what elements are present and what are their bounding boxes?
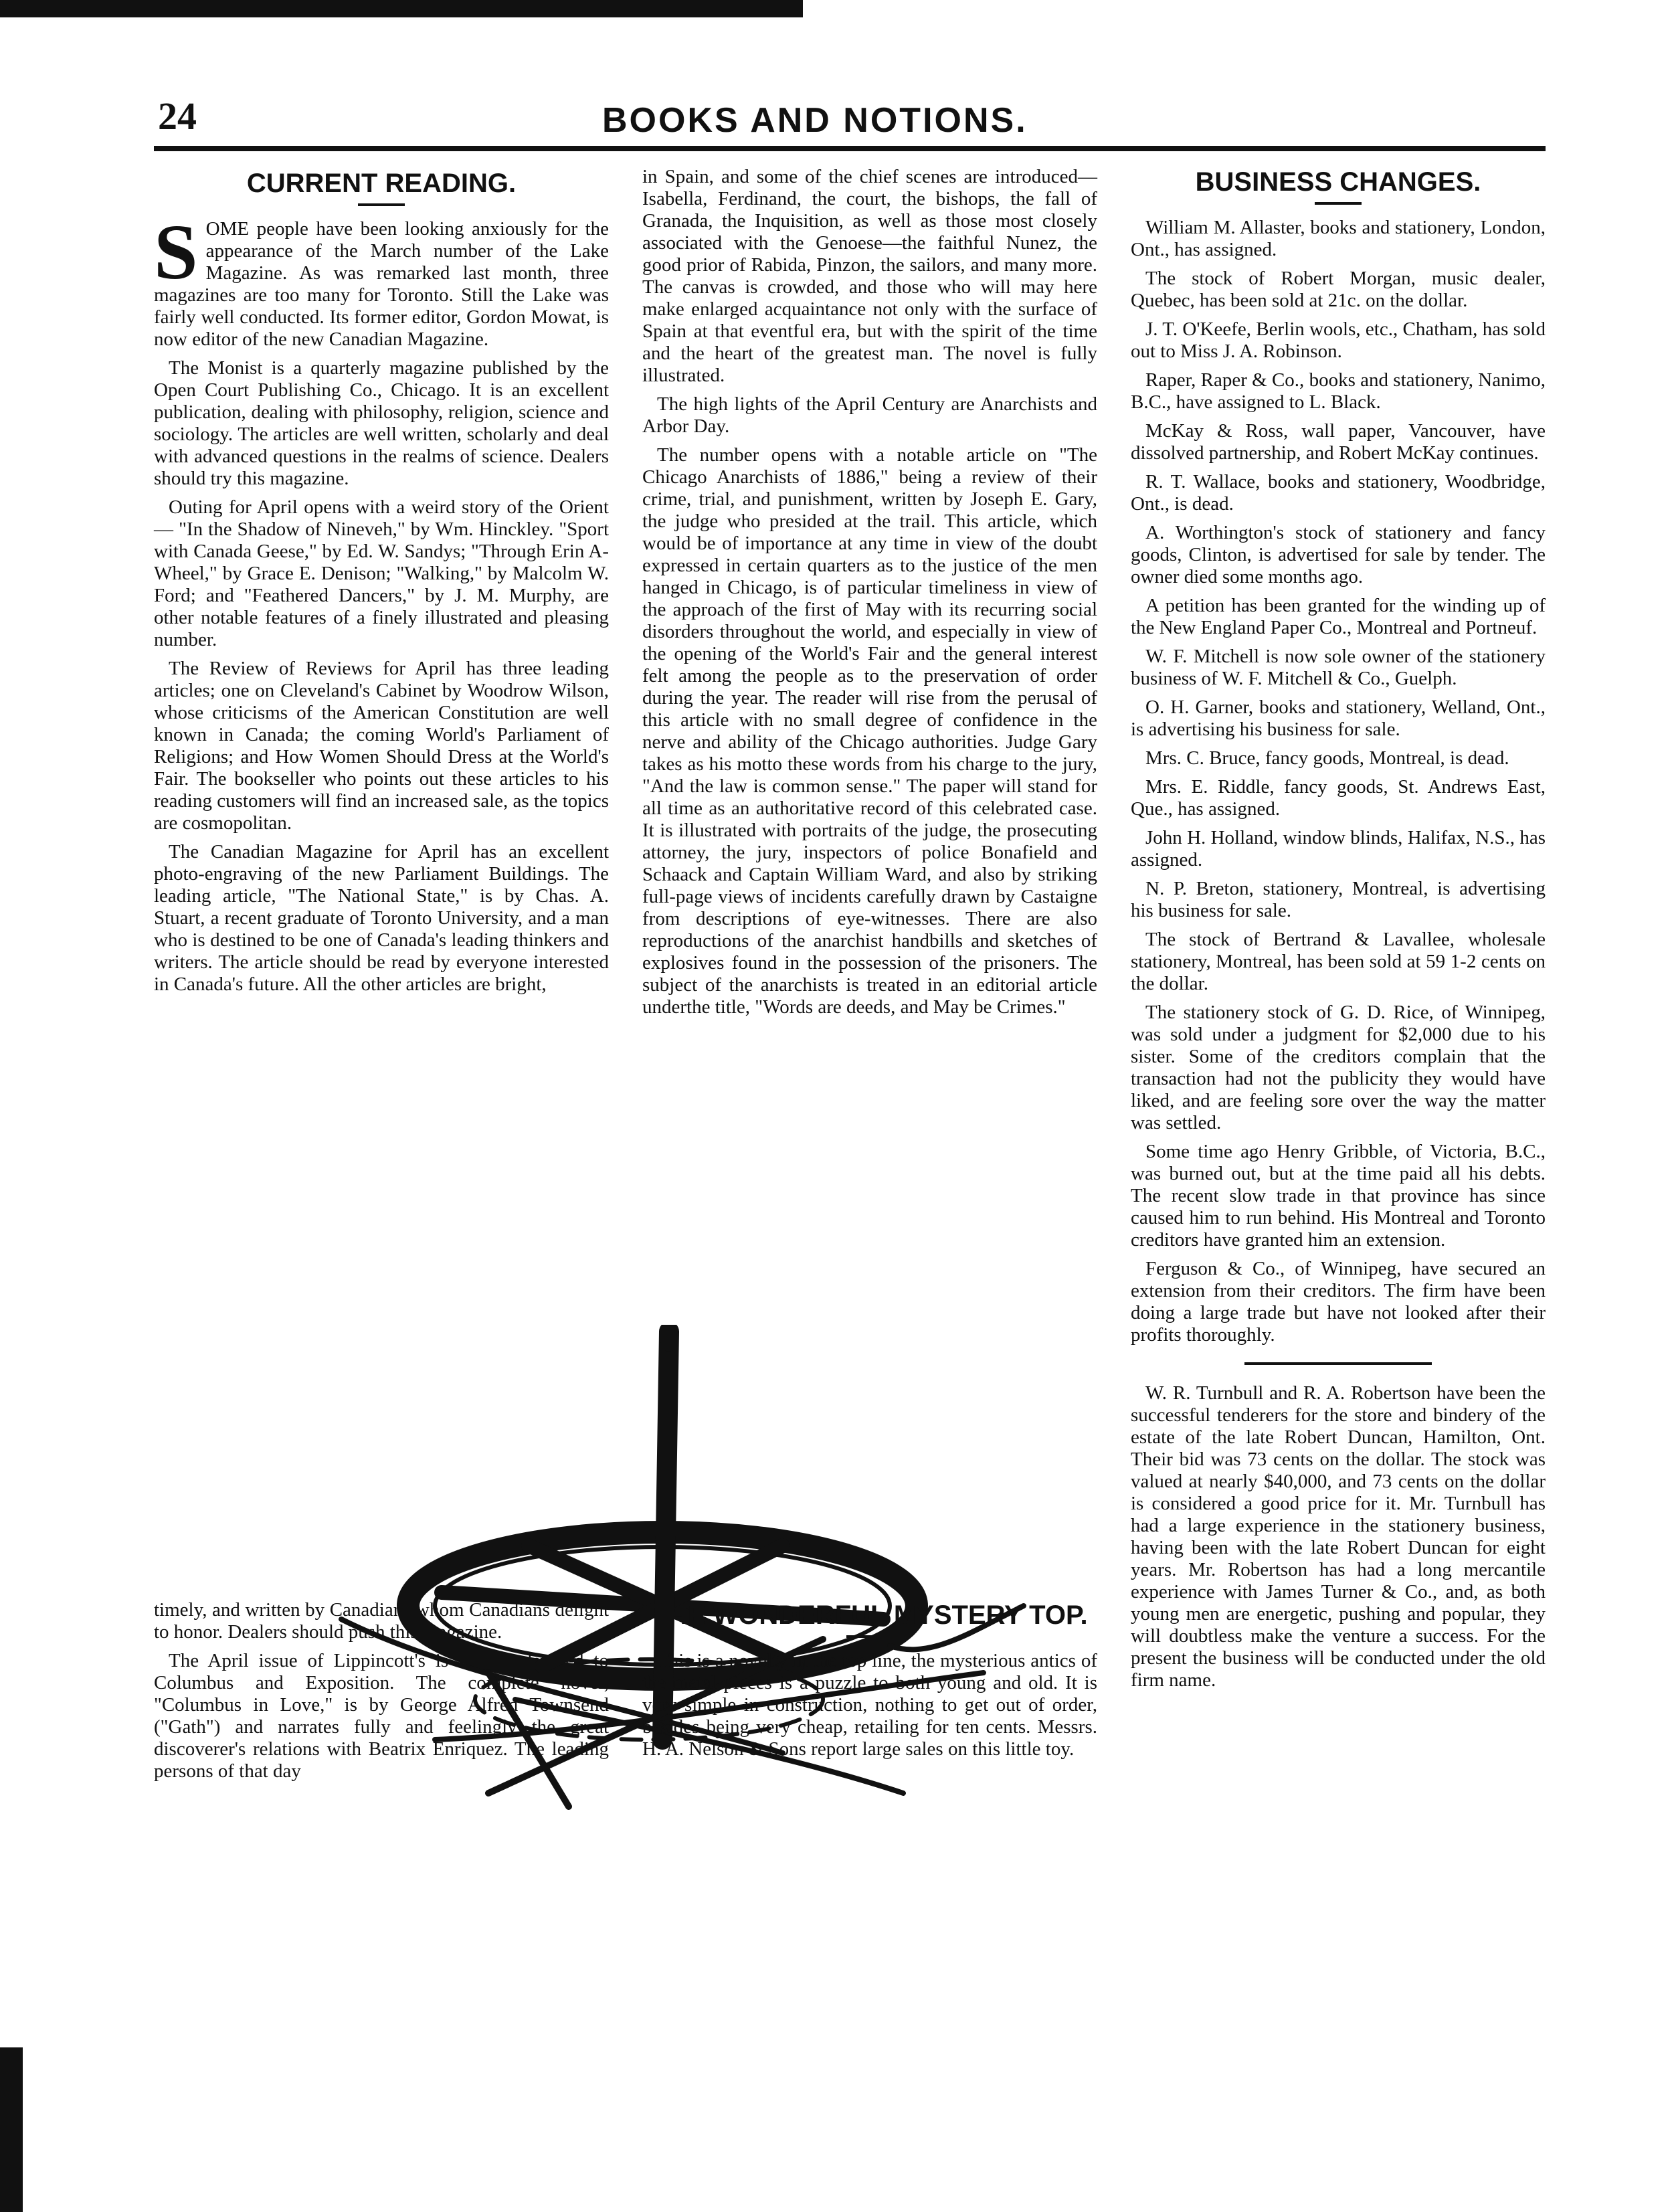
paragraph-century: The high lights of the April Century are Anarchists and Arbor Day. — [642, 393, 1097, 437]
paragraph-canadian-magazine: The Canadian Magazine for April has an excellent photo-engraving of the new Parliament Buildings. The leading article, "The National State," is by Chas. A. Stuart, a recent graduate of Toronto University, and a man who is destined to be one of Canada's leading thinkers and writers. The article should be read by everyone interested in Canada's future. All the other articles are bright, — [154, 841, 609, 995]
business-item: A. Worthington's stock of stationery and fancy goods, Clinton, is advertised for sale by tender. The owner died some months ago. — [1131, 522, 1546, 587]
business-item: The stationery stock of G. D. Rice, of Winnipeg, was sold under a judgment for $2,000 due to his sister. Some of the creditors complain that the transaction had not the publicity they would have liked, and are feeling sore over the way the matter was settled. — [1131, 1002, 1546, 1133]
paragraph-spain: in Spain, and some of the chief scenes are introduced—Isabella, Ferdinand, the court, the bishops, the fall of Granada, the Inquisition, as well as those most closely associated with the Genoese—the faithful Nunez, the good prior of Rabida, Pinzon, the sailors, and many more. The canvas is crowded, and those who will may here make enlarged acquaintance not only with the surface of Spain at that eventful era, but with the spirit of the time and the heart of the greatest man. The novel is fully illustrated. — [642, 166, 1097, 386]
paragraph-text: OME people have been looking anxiously for the appearance of the March number of the Lake Magazine. As was remarked last month, three magazines are too many for Toronto. Still the Lake was fairly well conducted. Its former editor, Gordon Mowat, is now editor of the new Canadian Magazine. — [154, 218, 609, 350]
business-item: A petition has been granted for the winding up of the New England Paper Co., Montreal and Portneuf. — [1131, 595, 1546, 638]
business-changes-heading: BUSINESS CHANGES. — [1195, 167, 1481, 197]
business-item: The stock of Bertrand & Lavallee, wholesale stationery, Montreal, has been sold at 59 1-2 cents on the dollar. — [1131, 929, 1546, 994]
paragraph-review-of-reviews: The Review of Reviews for April has three leading articles; one on Cleveland's Cabinet by Woodrow Wilson, whose criticisms of the American Constitution are well known in Canada; the coming World's Parliament of Religions; and How Women Should Dress at the World's Fair. The bookseller who points out these articles to his reading customers will find an increased sale, as the topics are cosmopolitan. — [154, 658, 609, 834]
heading-rule — [358, 203, 405, 206]
paragraph-anarchists: The number opens with a notable article on "The Chicago Anarchists of 1886," being a review of their crime, trial, and punishment, written by Joseph E. Gary, the judge who presided at the trail. This article, which would be of importance at any time in view of the doubt expressed in certain quarters as to the justice of the men hanged in Chicago, is of particular timeliness in view of the approach of the first of May with its recurring social disorders throughout the world, and especially in view of the opening of the World's Fair and the general interest felt among the people as to the preservation of order during the year. The reader will rise from the perusal of this article with no small degree of confidence in the nerve and ability of the Chicago authorities. Judge Gary takes as his motto these words from his charge to the jury, "And the law is common sense." The paper will stand for all time as an authoritative record of this celebrated case. It is illustrated with portraits of the judge, the prosecuting attorney, the jury, inspectors of police Bonafield and Schaack and Captain William Ward, and also by striking full-page views of incidents carefully drawn by Castaigne from descriptions of eye-witnesses. There are also reproductions of the anarchist handbills and sketches of explosives found in the possession of the prisoners. The subject of the anarchists is treated in an editorial article underthe title, "Words are deeds, and May be Crimes." — [642, 444, 1097, 1018]
scan-edge-left — [0, 2047, 23, 2212]
current-reading-heading: CURRENT READING. — [246, 169, 517, 198]
business-item: Ferguson & Co., of Winnipeg, have secured an extension from their creditors. The firm have been doing a large trade but have not looked after their profits thoroughly. — [1131, 1258, 1546, 1346]
business-item: W. F. Mitchell is now sole owner of the stationery business of W. F. Mitchell & Co., Guelph. — [1131, 646, 1546, 689]
paragraph-lake-magazine — [154, 208, 609, 351]
paragraph-monist: The Monist is a quarterly magazine published by the Open Court Publishing Co., Chicago. It is an excellent publication, dealing with philosophy, religion, science and sociology. The articles are well written, scholarly and deal with advanced questions in the realms of science. Dealers should try this magazine. — [154, 357, 609, 489]
paragraph-canadian-magazine-cont: timely, and written by Canadians whom Canadians delight to honor. Dealers should push this magazine. — [154, 1599, 609, 1643]
paragraph-turnbull: W. R. Turnbull and R. A. Robertson have been the successful tenderers for the store and bindery of the estate of the late Robert Duncan, Hamilton, Ont. Their bid was 73 cents on the dollar. The stock was valued at nearly $40,000, and 73 cents on the dollar is considered a good price for it. Mr. Turnbull has had a large experience in the stationery business, having been with the late Robert Duncan for eight years. Mr. Robertson has had a long mercantile experience with James Turner & Co., and, as both young men are energetic, pushing and popular, they will doubtless make the venture a success. For the present the business will be conducted under the old firm name. — [1131, 1382, 1546, 1691]
paragraph-lippincotts: The April issue of Lippincott's is mainly devoted to Columbus and Exposition. The complete novel, "Columbus in Love," is by George Alfred Townsend ("Gath") and narrates fully and feelingly the great discoverer's relations with Beatrix Enriquez. The leading persons of that day — [154, 1650, 609, 1782]
business-item: The stock of Robert Morgan, music dealer, Quebec, has been sold at 21c. on the dollar. — [1131, 268, 1546, 311]
running-head: BOOKS AND NOTIONS. — [602, 101, 1028, 140]
scan-edge-top — [0, 0, 803, 17]
business-item: Some time ago Henry Gribble, of Victoria, B.C., was burned out, but at the time paid all his debts. The recent slow trade in that province has since caused him to run behind. His Montreal and Toronto creditors have granted him an extension. — [1131, 1141, 1546, 1251]
business-item: R. T. Wallace, books and stationery, Woodbridge, Ont., is dead. — [1131, 471, 1546, 515]
mystery-top-section — [642, 1599, 1097, 1767]
business-item: McKay & Ross, wall paper, Vancouver, have dissolved partnership, and Robert McKay continues. — [1131, 420, 1546, 464]
drop-cap: S — [154, 208, 198, 296]
heading-rule — [846, 1635, 893, 1638]
paragraph-mystery-top: This is a novelty in the top line, the mysterious antics of the metal pieces is a puzzle to both young and old. It is very simple in construction, nothing to get out of order, besides being very cheap, retailing for ten cents. Messrs. H. A. Nelson & Sons report large sales on this little toy. — [642, 1650, 1097, 1760]
business-item: J. T. O'Keefe, Berlin wools, etc., Chatham, has sold out to Miss J. A. Robinson. — [1131, 318, 1546, 362]
heading-rule — [1315, 202, 1362, 205]
header-rule — [154, 146, 1546, 151]
paragraph-outing: Outing for April opens with a weird story of the Orient — "In the Shadow of Nineveh," by Wm. Hinckley. "Sport with Canada Geese," by Ed. W. Sandys; "Through Erin A-Wheel," by Grace E. Denison; "Walking," by Malcolm W. Ford; and "Feathered Dancers," by J. M. Murphy, are other notable features of a finely illustrated and pleasing number. — [154, 496, 609, 650]
business-item: William M. Allaster, books and stationery, London, Ont., has assigned. — [1131, 217, 1546, 260]
business-item: N. P. Breton, stationery, Montreal, is advertising his business for sale. — [1131, 878, 1546, 921]
mystery-top-heading: THE WONDERFUL MYSTERY TOP. — [652, 1600, 1088, 1630]
current-reading-column — [154, 167, 609, 1002]
section-divider — [1244, 1362, 1432, 1365]
business-changes-column — [1131, 166, 1546, 1698]
business-item: John H. Holland, window blinds, Halifax, N.S., has assigned. — [1131, 827, 1546, 870]
page-number: 24 — [158, 94, 197, 138]
business-item: Raper, Raper & Co., books and stationery, Nanimo, B.C., have assigned to L. Black. — [1131, 369, 1546, 413]
mystery-top-illustration — [314, 1325, 1084, 1847]
middle-column — [642, 166, 1097, 1025]
business-item: O. H. Garner, books and stationery, Welland, Ont., is advertising his business for sale. — [1131, 697, 1546, 740]
business-item: Mrs. E. Riddle, fancy goods, St. Andrews East, Que., has assigned. — [1131, 776, 1546, 820]
business-item: Mrs. C. Bruce, fancy goods, Montreal, is dead. — [1145, 747, 1509, 769]
